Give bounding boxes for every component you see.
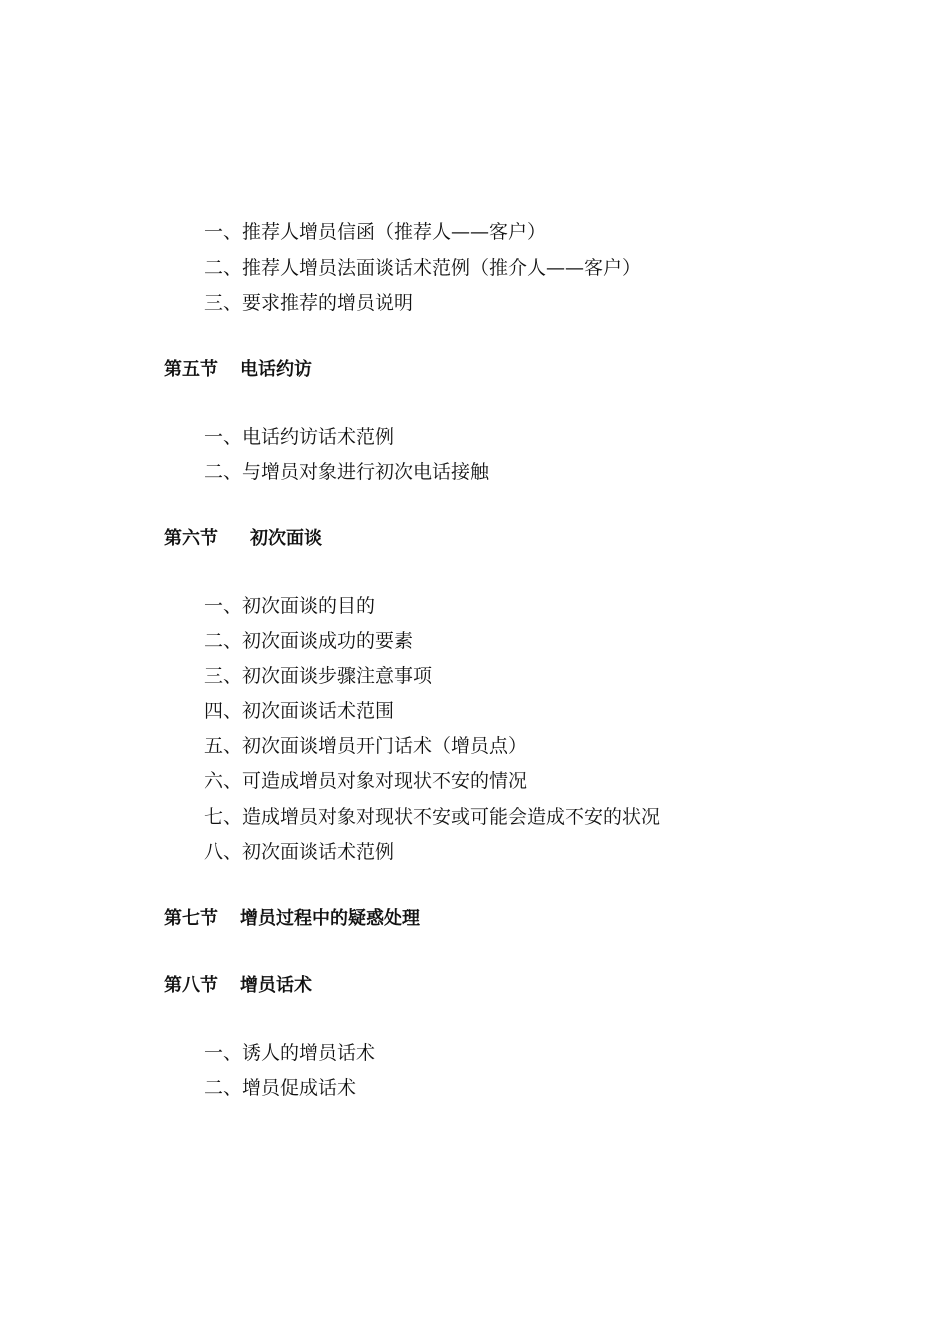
toc-item: 二、增员促成话术: [204, 1077, 357, 1099]
section-heading: [164, 974, 312, 998]
toc-item: 一、初次面谈的目的: [204, 595, 376, 617]
section-number: 第八节: [164, 975, 218, 996]
section-title: 增员过程中的疑惑处理: [240, 908, 420, 929]
toc-item: 二、与增员对象进行初次电话接触: [204, 461, 490, 483]
toc-item: 二、推荐人增员法面谈话术范例（推介人——客户）: [204, 257, 642, 279]
toc-item: 三、要求推荐的增员说明: [204, 292, 414, 314]
section-title: 电话约访: [240, 359, 312, 380]
toc-item: 一、电话约访话术范例: [204, 426, 395, 448]
section-heading: [164, 527, 322, 551]
section-heading: [164, 358, 312, 382]
section-title: 增员话术: [240, 975, 312, 996]
toc-item: 六、可造成增员对象对现状不安的情况: [204, 770, 528, 792]
toc-item: 一、推荐人增员信函（推荐人——客户）: [204, 221, 547, 243]
section-number: 第五节: [164, 359, 218, 380]
toc-item: 七、造成增员对象对现状不安或可能会造成不安的状况: [204, 806, 661, 828]
section-title: 初次面谈: [250, 528, 322, 549]
toc-item: 三、初次面谈步骤注意事项: [204, 665, 433, 687]
section-heading: [164, 907, 420, 931]
toc-item: 一、诱人的增员话术: [204, 1042, 376, 1064]
toc-item: 五、初次面谈增员开门话术（增员点）: [204, 735, 528, 757]
section-number: 第六节: [164, 528, 218, 549]
toc-item: 四、初次面谈话术范围: [204, 700, 395, 722]
toc-item: 二、初次面谈成功的要素: [204, 630, 414, 652]
toc-item: 八、初次面谈话术范例: [204, 841, 395, 863]
section-number: 第七节: [164, 908, 218, 929]
